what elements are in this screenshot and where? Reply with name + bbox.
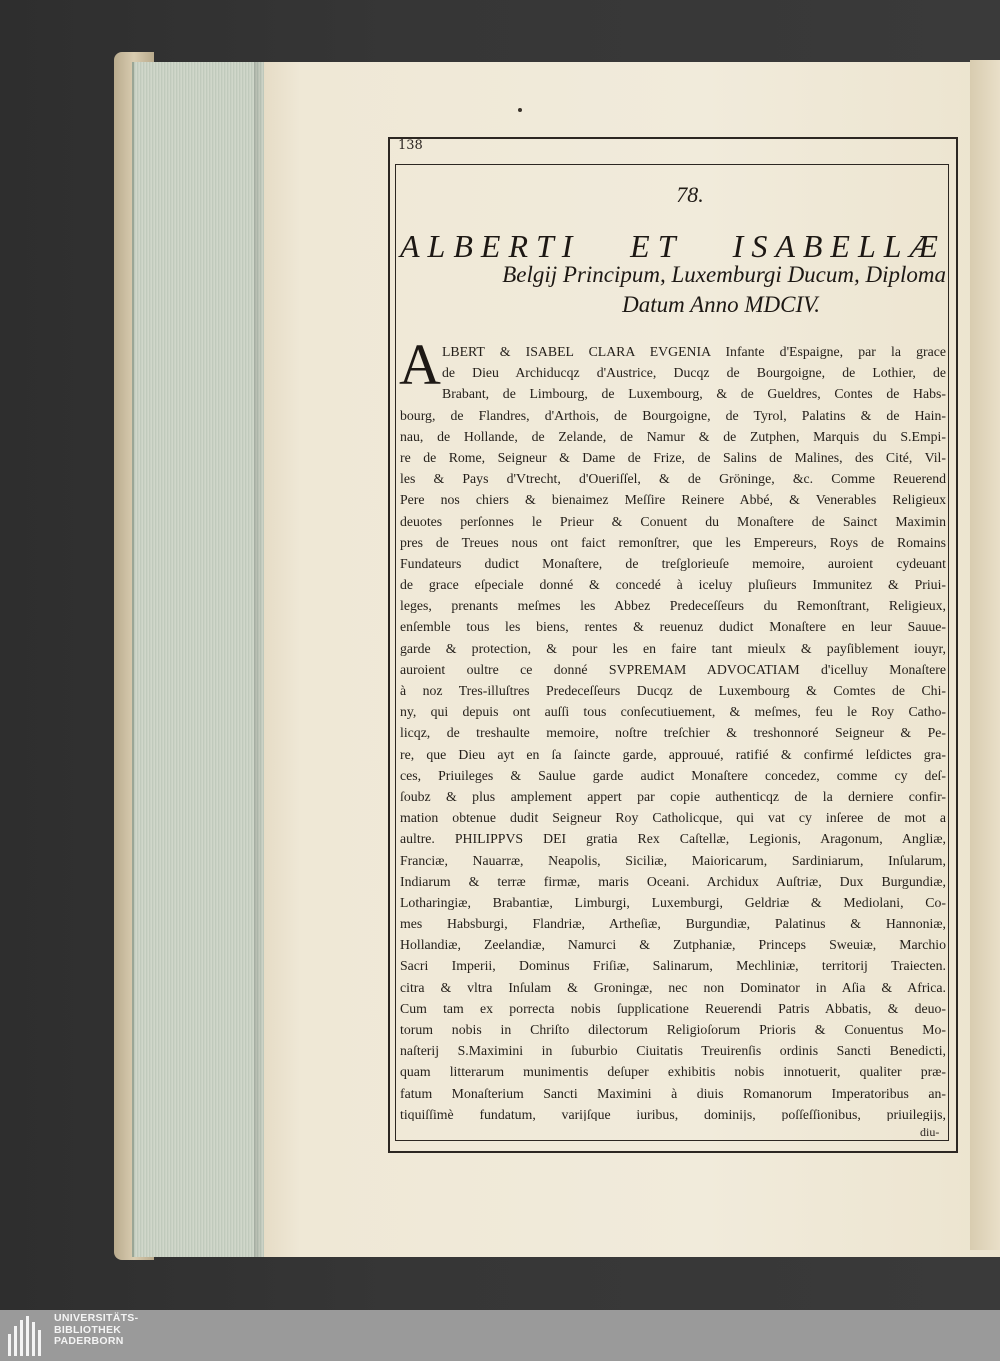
text-line: Indiarum & terræ firmæ, maris Oceani. Archidux Auſtriæ, Dux Burgundiæ, <box>400 873 946 889</box>
text-line: deuotes perſonnes le Prieur & Conuent du Monaſtere de Sainct Maximin <box>400 513 946 529</box>
text-line: ces, Priuileges & Saulue garde audict Monaſtere concedez, comme cy deſ- <box>400 767 946 783</box>
text-line: enſemble tous les biens, rentes & reuenuz dudict Monaſtere en leur Sauue- <box>400 619 946 635</box>
library-logo-text <box>54 1313 194 1348</box>
text-line: ny, qui depuis ont auſſi tous conſecutiuement, & meſmes, feu le Roy Catho- <box>400 704 946 720</box>
text-line: citra & vltra Inſulam & Groningæ, nec non Dominator in Aſia & Africa. <box>400 979 946 995</box>
library-logo-icon <box>8 1316 48 1356</box>
body-text <box>400 341 946 1121</box>
document-number: 78. <box>676 182 704 207</box>
text-line: leges, prenants meſmes les Abbez Predeceſſeurs du Remonſtrant, Religieux, <box>400 598 946 614</box>
text-line: mes Habsburgi, Flandriæ, Artheſiæ, Burgundiæ, Palatinus & Hannoniæ, <box>400 916 946 932</box>
text-line: Franciæ, Nauarræ, Neapolis, Siciliæ, Maioricarum, Sardiniarum, Inſularum, <box>400 852 946 868</box>
text-line: Hollandiæ, Zeelandiæ, Namurci & Zutphaniæ, Princeps Sweuiæ, Marchio <box>400 937 946 953</box>
text-line: tiquiſſimè fundatum, varijſque iuribus, dominijs, poſſeſſionibus, priuilegijs, <box>400 1106 946 1121</box>
text-line: torum nobis in Chriſto dilectorum Religioſorum Prioris & Conuentus Mo- <box>400 1022 946 1037</box>
text-line: ſoubz & plus amplement appert par copie authenticqz de la derniere confir- <box>400 788 946 804</box>
text-line: fatum Monaſterium Sancti Maximini à diuis Romanorum Imperatoribus an- <box>400 1085 946 1101</box>
library-name-line1: UNIVERSITÄTS- <box>54 1312 139 1324</box>
text-line: auroient oultre ce donné SVPREMAM ADVOCATIAM d'icelluy Monaſtere <box>400 661 946 677</box>
text-line: naſterij S.Maximini in ſuburbio Ciuitatis Treuirenſis ordinis Sancti Benedicti, <box>400 1043 946 1059</box>
drop-capital: A <box>399 332 441 397</box>
text-line: Pere nos chiers & bienaimez Meſſire Reinere Abbé, & Venerables Religieux <box>400 492 946 508</box>
text-line: mation obtenue dudit Seigneur Roy Catholicque, qui vat cy inſeree de mot a <box>400 810 946 826</box>
text-line: Sacri Imperii, Dominus Friſiæ, Salinarum, Mechliniæ, territorij Traiecten. <box>400 958 946 974</box>
text-line: LBERT & ISABEL CLARA EVGENIA Infante d'Espaigne, par la grace <box>442 344 946 359</box>
text-line: nau, de Hollande, de Zelande, de Namur & de Zutphen, Marquis du S.Empi- <box>400 428 946 444</box>
document-date-line: Datum Anno MDCIV. <box>622 292 820 317</box>
page-number: 138 <box>398 138 423 153</box>
text-line: Cum tam ex porrecta nobis ſupplicatione Reuerendi Patris Abbatis, & deuo- <box>400 1000 946 1016</box>
library-name-line2: BIBLIOTHEK <box>54 1323 122 1336</box>
text-line: à noz Tres-illuſtres Predeceſſeurs Ducqz de Luxembourg & Comtes de Chi- <box>400 683 946 698</box>
page-edge <box>970 60 1000 1250</box>
text-line: quam litterarum munimentis deſuper exhibitis nobis innotuerit, qualiter præ- <box>400 1064 946 1080</box>
text-line: Brabant, de Limbourg, de Luxembourg, & de Gueldres, Contes de Habs- <box>442 386 946 402</box>
paper-speck <box>518 108 522 112</box>
text-line: aultre. PHILIPPVS DEI gratia Rex Caſtellæ, Legionis, Aragonum, Angliæ, <box>400 831 946 847</box>
text-line: Fundateurs dudict Monaſtere, de treſglorieuſe memoire, auroient cydeuant <box>400 555 946 571</box>
catchword: diu- <box>920 1125 940 1139</box>
text-line: Lotharingiæ, Brabantiæ, Limburgi, Luxemburgi, Geldriæ & Mediolani, Co- <box>400 894 946 910</box>
text-line: bourg, de Flandres, d'Arthois, de Bourgoigne, de Tyrol, Palatins & de Hain- <box>400 407 946 423</box>
text-line: garde & protection, & pour les en faire tant mieulx & payſiblement iouyr, <box>400 640 946 656</box>
text-line: licqz, de treshaulte memoire, noſtre treſchier & treshonnoré Seigneur & Pe- <box>400 725 946 741</box>
text-line: re, que Dieu ayt en ſa ſaincte garde, approuué, ratifié & confirmé leſdictes gra- <box>400 746 946 762</box>
text-line: les & Pays d'Vtrecht, d'Oueriſſel, & de Gröninge, &c. Comme Reuerend <box>400 471 946 487</box>
document-title: ALBERTI ET ISABELLÆ <box>400 228 946 264</box>
document-subtitle: Belgij Principum, Luxemburgi Ducum, Diploma <box>502 262 946 287</box>
library-name-line3: PADERBORN <box>54 1335 124 1347</box>
text-line: pres de Treues nous ont faict remonſtrer, que les Empereurs, Roys de Romains <box>400 534 946 550</box>
text-line: de grace eſpeciale donné & concedé à iceluy pluſieurs Immunitez & Priui- <box>400 577 946 593</box>
page-stack-shadow <box>254 62 264 1257</box>
text-line: de Dieu Archiducqz d'Austrice, Ducqz de Bourgoigne, de Lothier, de <box>442 365 946 381</box>
text-line: re de Rome, Seigneur & Dame de Frize, de Salins de Malines, des Cité, Vil- <box>400 449 946 465</box>
